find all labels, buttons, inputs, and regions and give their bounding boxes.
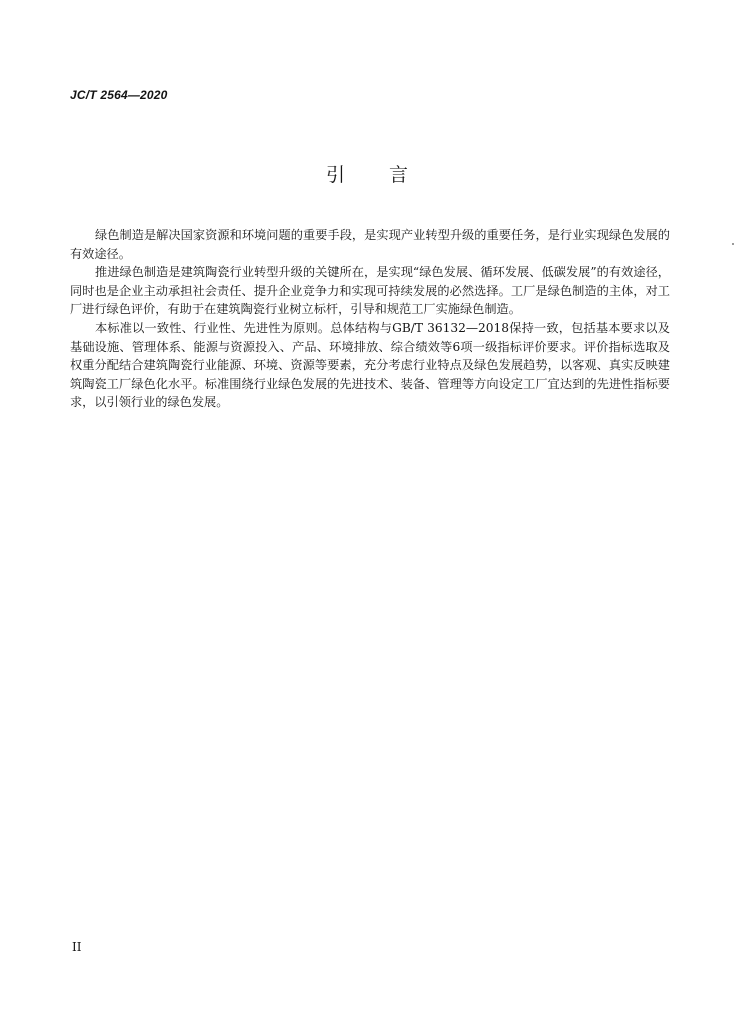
paragraph-3: 本标准以一致性、行业性、先进性为原则。总体结构与GB/T 36132—2018保持一致，包括基本要求以及基础设施、管理体系、能源与资源投入、产品、环境排放、综合绩效等6项一级指标评价要求。评价指标选取及权重分配结合建筑陶瓷行业能源、环境、资源等要素，充分考虑行业特点及绿色发展趋势，以客观、真实反映建筑陶瓷工厂绿色化水平。标准围绕行业绿色发展的先进技术、装备、管理等方向设定工厂宜达到的先进性指标要求，以引领行业的绿色发展。	[70, 320, 670, 410]
page-number: II	[72, 940, 82, 954]
page-title: 引言	[325, 164, 452, 186]
standard-code: JC/T 2564—2020	[70, 88, 168, 102]
body-text	[70, 226, 670, 412]
paragraph-1: 绿色制造是解决国家资源和环境问题的重要手段，是实现产业转型升级的重要任务，是行业实现绿色发展的有效途径。	[70, 228, 670, 261]
paragraph-2: 推进绿色制造是建筑陶瓷行业转型升级的关键所在，是实现“绿色发展、循环发展、低碳发展”的有效途径，同时也是企业主动承担社会责任、提升企业竞争力和实现可持续发展的必然选择。工厂是绿色制造的主体，对工厂进行绿色评价，有助于在建筑陶瓷行业树立标杆，引导和规范工厂实施绿色制造。	[70, 265, 670, 317]
